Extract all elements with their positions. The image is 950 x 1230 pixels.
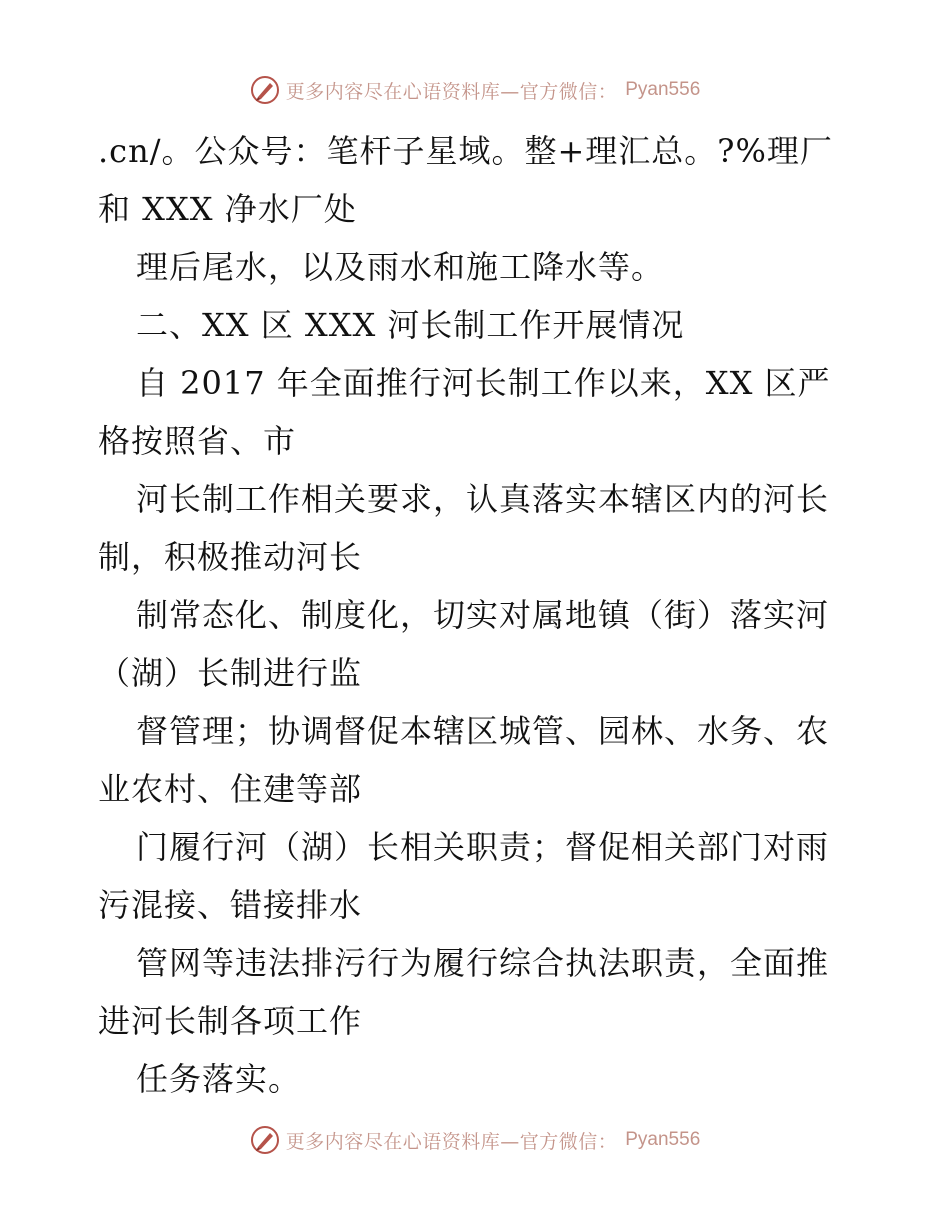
text-line: 污混接、错接排水: [98, 886, 363, 924]
text-line: 制常态化、制度化，切实对属地镇（街）落实河: [136, 596, 830, 634]
text-line: 管网等违法排污行为履行综合执法职责，全面推: [136, 944, 830, 982]
pen-logo-icon: [250, 75, 280, 105]
text-line: 门履行河（湖）长相关职责；督促相关部门对雨: [136, 828, 830, 866]
text-line: 自 2017 年全面推行河长制工作以来，XX 区严: [136, 364, 831, 402]
text-line: （湖）长制进行监: [98, 654, 363, 692]
text-line: 业农村、住建等部: [98, 770, 363, 808]
document-body: [98, 122, 858, 1108]
header-watermark: [0, 70, 950, 110]
footer-watermark: [0, 1120, 950, 1160]
watermark-text: 更多内容尽在心语资料库—官方微信：: [285, 80, 618, 103]
watermark-text: 更多内容尽在心语资料库—官方微信：: [285, 1130, 618, 1153]
section-heading: 二、XX 区 XXX 河长制工作开展情况: [136, 306, 685, 344]
text-line: 格按照省、市: [98, 422, 297, 460]
text-line: 河长制工作相关要求，认真落实本辖区内的河长: [136, 480, 830, 518]
pen-logo-icon: [250, 1125, 280, 1155]
text-line: 进河长制各项工作: [98, 1002, 363, 1040]
text-line: 制，积极推动河长: [98, 538, 363, 576]
text-line: .cn/。公众号：笔杆子星域。整+理汇总。?%理厂: [98, 132, 833, 170]
text-line: 和 XXX 净水厂处: [98, 190, 357, 228]
text-line: 督管理；协调督促本辖区城管、园林、水务、农: [136, 712, 830, 750]
text-line: 任务落实。: [136, 1060, 302, 1098]
watermark-wechat-id: Pyan556: [625, 79, 701, 100]
text-line: 理后尾水，以及雨水和施工降水等。: [136, 248, 665, 286]
watermark-wechat-id: Pyan556: [625, 1129, 701, 1150]
